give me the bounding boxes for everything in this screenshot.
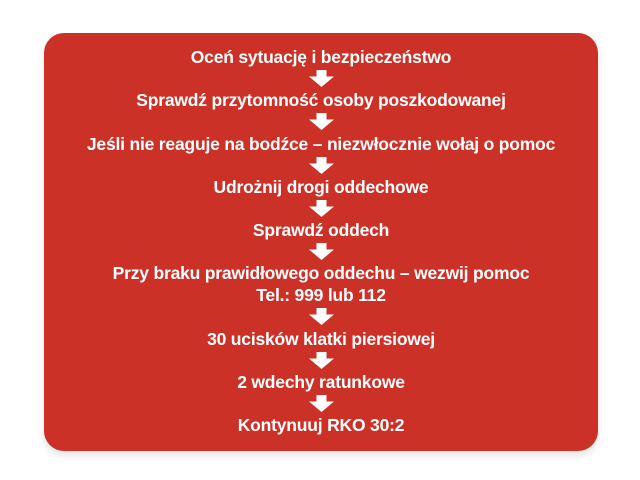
step-text-line: 2 wdechy ratunkowe <box>237 371 405 392</box>
flowchart-step-text <box>238 414 405 436</box>
step-text-line: Udrożnij drogi oddechowe <box>213 176 429 197</box>
flowchart-step-text <box>136 89 505 111</box>
step-text-line: Oceń sytuację i bezpieczeństwo <box>190 47 452 67</box>
flowchart-step-text <box>237 371 405 393</box>
down-arrow-icon <box>309 352 334 369</box>
down-arrow-icon <box>309 200 334 217</box>
step-text-line: 30 ucisków klatki piersiowej <box>207 328 435 349</box>
flowchart-step-text <box>214 176 429 198</box>
cpr-flowchart-card <box>44 33 598 451</box>
flowchart-step-text <box>207 328 435 350</box>
flowchart-step-text <box>191 46 451 68</box>
step-text-line: Przy braku prawidłowego oddechu – wezwij pomoc <box>112 263 530 284</box>
step-text-line: Kontynuuj RKO 30:2 <box>237 415 405 435</box>
down-arrow-icon <box>309 395 334 412</box>
down-arrow-icon <box>309 308 334 325</box>
flowchart-step-text <box>253 219 389 241</box>
flowchart-step-text <box>87 133 555 155</box>
down-arrow-icon <box>309 243 334 260</box>
step-text-line: Sprawdź oddech <box>252 220 390 240</box>
flowchart-step-text <box>113 262 530 306</box>
down-arrow-icon <box>309 113 334 130</box>
step-text-line: Tel.: 999 lub 112 <box>256 285 386 306</box>
down-arrow-icon <box>309 70 334 87</box>
down-arrow-icon <box>309 157 334 174</box>
step-text-line: Sprawdź przytomność osoby poszkodowanej <box>136 90 506 111</box>
step-text-line: Jeśli nie reaguje na bodźce – niezwłocznie wołaj o pomoc <box>86 133 556 154</box>
